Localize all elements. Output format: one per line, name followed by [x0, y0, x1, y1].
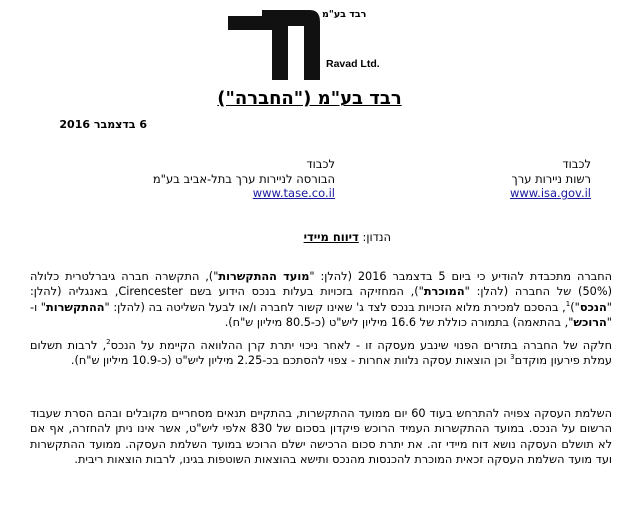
recipient-isa	[510, 157, 591, 201]
p1-text-e: "), המחזיקה בזכויות בעלות בנכס הידוע בשם Cirencester, באנגליה (להלן: "	[30, 285, 612, 314]
p1-term-buyer: הרוכש	[573, 316, 607, 330]
p1-text-a: החברה מתכבדת להודיע כי ביום 5 בדצמבר 2016 (להלן: "	[309, 270, 612, 283]
paragraph-2	[30, 338, 612, 369]
company-logo	[218, 2, 394, 82]
p1-term-engagement-date: מועד ההתקשרות	[218, 270, 310, 283]
logo-latin-name: Ravad Ltd.	[326, 58, 380, 70]
p1-text-c: "), התקשרה חברה גיברלטרית כלולה (50%) של החברה (להלן: "	[30, 270, 612, 299]
subject-line	[304, 230, 391, 244]
paragraph-3: השלמת העסקה צפויה להתרחש בעוד 60 יום ממועד ההתקשרות, בהתקיים תנאים מסחריים מקובלים ובהם הסרת שעבוד הרשום על הנכס. במועד ההתקשרות העמיד הרוכש פיקדון בסכום של 830 אלפי ליש"ט, אשר אינו ניתן להחזרה, אף אם לא תושלם העסקה נושא דוח מיידי זה. את יתרת סכום הרכישה ישלם הרוכש במועד השלמת העסקה. ממועד ההתקשרות ועד מועד השלמת העסקה זכאית המוכרת להכנסות מהנכס ותישא בהוצאות השוטפות בגינו, לרבות הוצאות ריבית.	[30, 407, 612, 467]
recipient-tase-name: הבורסה לניירות ערך בתל-אביב בע"מ	[152, 171, 335, 186]
tase-link[interactable]: www.tase.co.il	[252, 186, 335, 200]
p1-text-j: " ו-"	[30, 300, 612, 330]
recipient-isa-name: רשות ניירות ערך	[511, 171, 591, 186]
p1-text-h: , בהסכם למכירת מלוא הזכויות בנכס לצד ג' שאינו קשור לחברה ו/או לבעל השליטה בה (להלן: "	[104, 300, 566, 314]
document-title	[0, 88, 619, 109]
logo-mark-icon	[218, 2, 394, 82]
subject-value: דיווח מיידי	[303, 230, 359, 244]
recipient-isa-salutation: לכבוד	[562, 157, 591, 171]
isa-link[interactable]: www.isa.gov.il	[510, 186, 591, 200]
subject-label: הנדון:	[362, 230, 391, 244]
p2-text-c: וכן הוצאות עסקה נלוות אחרות - צפוי להסתכם בכ-2.25 מיליון ליש"ט (כ-10.9 מיליון ש"ח).	[70, 354, 511, 368]
footnote-ref-2: 2	[106, 338, 111, 347]
p2-text-a: חלקה של החברה בתזרים הפנוי שינבע מעסקה זו - לאחר ניכוי יתרת קרן ההלוואה הקיימת על הנכס	[110, 339, 612, 352]
footnote-ref-1: 1	[565, 300, 571, 309]
document-date: 6 בדצמבר 2016	[59, 118, 147, 131]
p2-text-b: , לרבות תשלום עמלת פירעון מוקדם	[30, 339, 612, 368]
paragraph-1	[30, 269, 612, 331]
p1-term-engagement: ההתקשרות	[46, 300, 105, 314]
p1-term-seller: המוכרת	[423, 285, 465, 299]
footnote-ref-3: 3	[510, 353, 515, 362]
recipient-tase	[153, 157, 335, 201]
document-title-text: רבד בע"מ ("החברה")	[217, 88, 402, 109]
logo-hebrew-text: רבד בע"מ	[322, 9, 367, 20]
p1-term-asset: הנכס	[579, 300, 607, 314]
recipient-tase-salutation: לכבוד	[306, 157, 335, 171]
p1-text-l: ", בהתאמה) בתמורה כוללת של 16.6 מיליון ליש"ט (כ-80.5 מיליון ש"ח).	[224, 316, 574, 330]
p1-text-g: ")	[570, 300, 580, 314]
